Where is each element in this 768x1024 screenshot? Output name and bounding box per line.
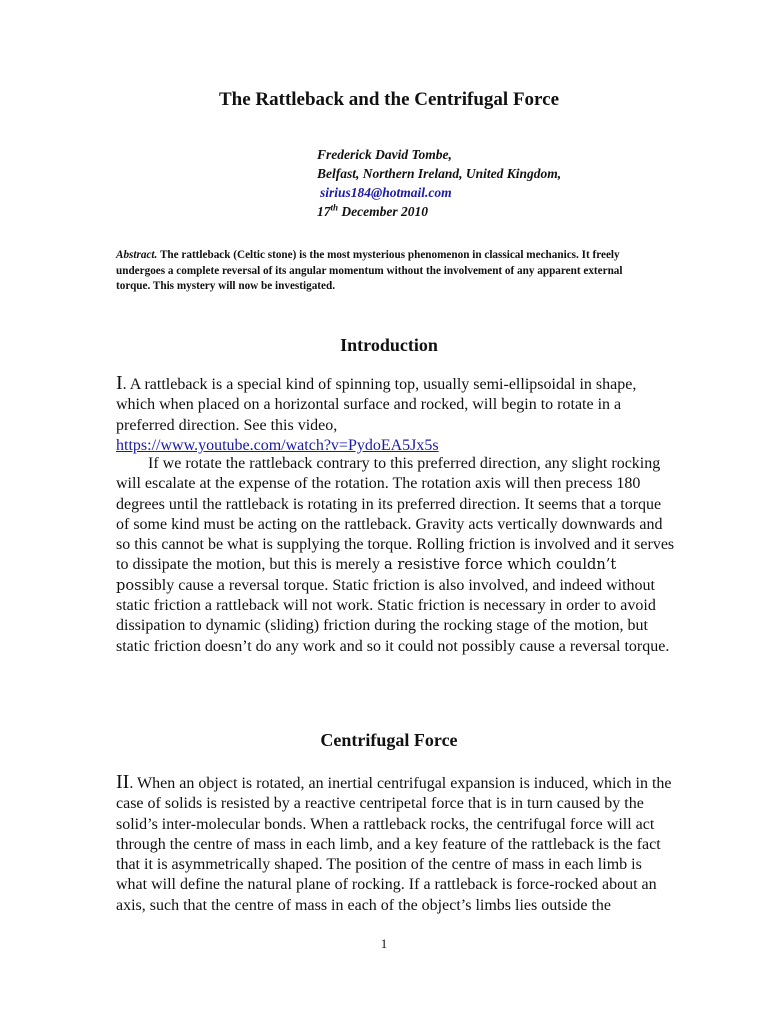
intro-paragraph-2-text-alt: a resistive force which couldn’t possi [116,556,617,594]
section-numeral-i: I [116,372,123,394]
intro-paragraph-2-text-a: If we rotate the rattleback contrary to this preferred direction, any slight rocking will escalate at the expense of the rotation. The rotation axis will then precess 180 degrees until the rattleback is rotating in its preferred direction. It seems that a torque of some kind must be acting on the rattleback. Gravity acts vertically downwards and so this cannot be what is supplying the torque. Rolling friction is involved and it serves to dissipate the motion, but this is merely [116,455,675,574]
abstract-text: The rattleback (Celtic stone) is the most mysterious phenomenon in classical mechanics. It freely undergoes a complete reversal of its angular momentum without the involvement of any apparent external torque. This mystery will now be investigated. [116,249,623,292]
abstract [116,248,656,295]
intro-paragraph-1 [116,373,676,456]
section-heading-centrifugal: Centrifugal Force [320,730,458,750]
author-block [317,145,561,221]
author-location: Belfast, Northern Ireland, United Kingdom, [317,166,562,181]
date-rest: December 2010 [338,204,428,219]
author-name: Frederick David Tombe, [317,147,452,162]
section-heading-introduction: Introduction [340,335,438,355]
intro-paragraph-2 [116,454,676,657]
centrifugal-paragraph-1-text: . When an object is rotated, an inertial centrifugal expansion is induced, which in the case of solids is resisted by a reactive centripetal force that is in turn caused by the solid’s inter-molecular bonds. When a rattleback rocks, the centrifugal force will act through the centre of mass in each limb, and a key feature of the rattleback is the fact that it is asymmetrically shaped. The position of the centre of mass in each limb is what will define the natural plane of rocking. If a rattleback is force-rocked about an axis, such that the centre of mass in each of the object’s limbs lies outside the [116,775,672,914]
section-numeral-ii: II [116,771,130,793]
date-suffix: th [330,202,339,213]
abstract-label: Abstract. [116,249,158,261]
page-number: 1 [380,936,388,951]
intro-paragraph-1-text: . A rattleback is a special kind of spinning top, usually semi-ellipsoidal in shape, which when placed on a horizontal surface and rocked, will begin to rotate in a preferred direction. See this video, [116,376,637,434]
paper-date [317,202,561,221]
paper-title: The Rattleback and the Centrifugal Force [218,89,560,110]
author-email-link[interactable]: sirius184@hotmail.com [320,185,452,200]
intro-paragraph-2-text-b: bly cause a reversal torque. Static friction is also involved, and indeed without static friction a rattleback will not work. Static friction is necessary in order to avoid dissipation to dynamic (sliding) friction during the rocking stage of the motion, but static friction doesn’t do any work and so it could not possibly cause a reversal torque. [116,576,670,655]
video-link[interactable]: https://www.youtube.com/watch?v=PydoEA5Jx5s [116,436,439,454]
centrifugal-paragraph-1 [116,772,676,916]
date-day: 17 [317,204,331,219]
